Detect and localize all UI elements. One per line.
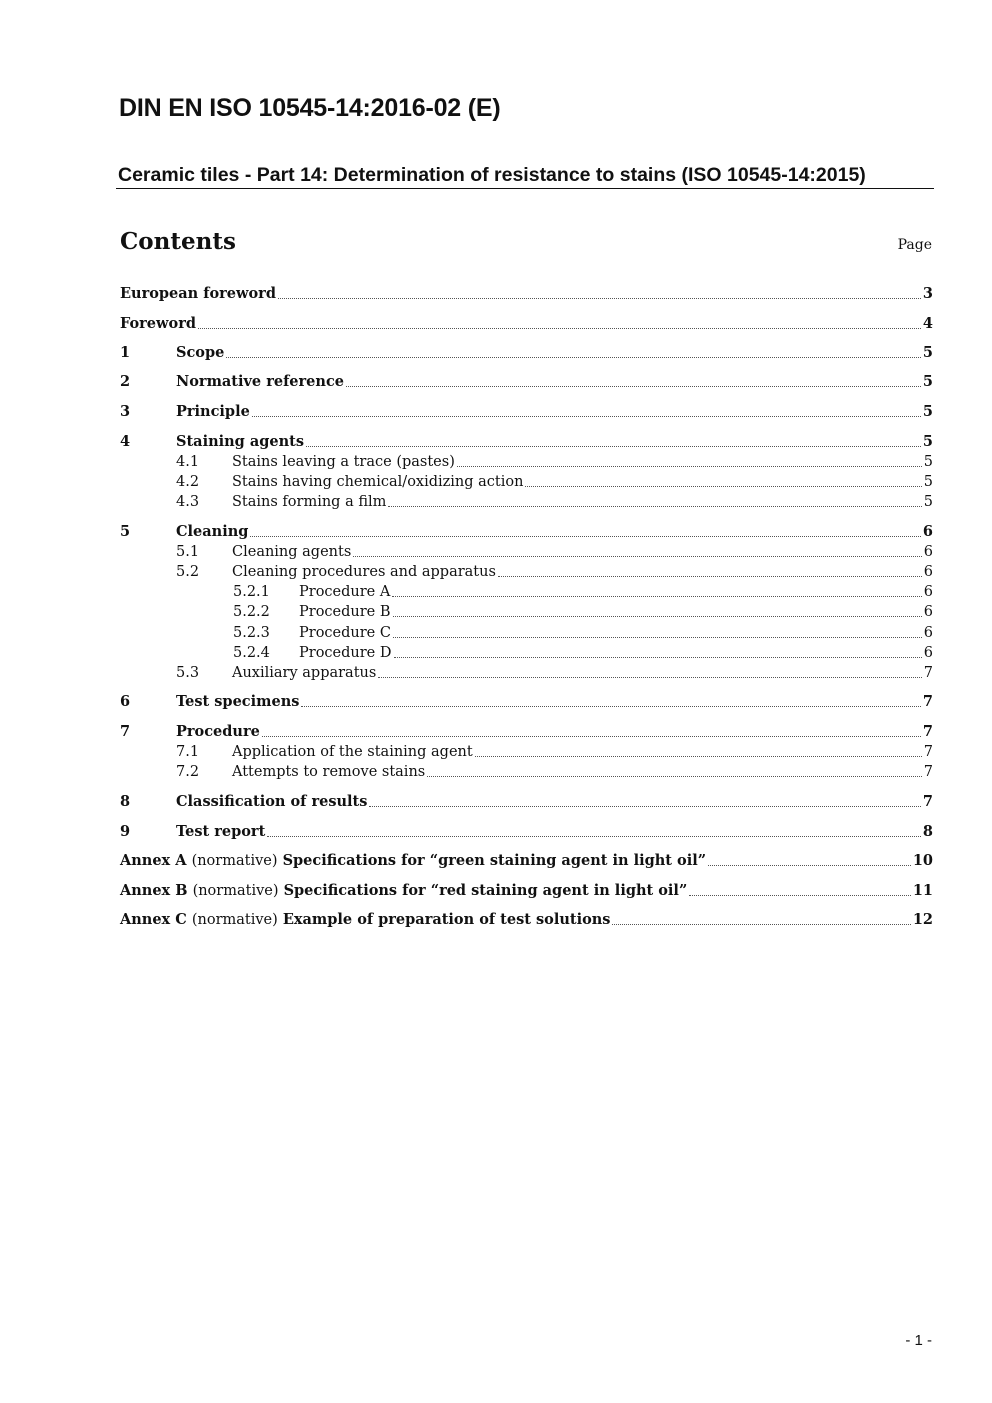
toc-entry[interactable] (120, 663, 933, 683)
toc-entry-title: Procedure (176, 723, 260, 740)
toc-entry-page: 7 (923, 744, 933, 760)
page-number: - 1 - (905, 1332, 932, 1349)
toc-entry-number: 1 (120, 344, 131, 361)
toc-entry-title: Staining agents (176, 433, 305, 450)
toc-entry-number: 5.2 (176, 564, 200, 580)
toc-annex-type: (normative) (191, 853, 278, 869)
toc-entry-number: 7.1 (176, 744, 200, 760)
toc-entry-page: 5 (922, 373, 933, 390)
toc-entry-page: 3 (922, 285, 933, 302)
toc-entry[interactable] (120, 910, 933, 930)
toc-entry-number: 5.1 (176, 544, 200, 560)
document-title: DIN EN ISO 10545-14:2016-02 (E) (119, 94, 501, 122)
toc-entry[interactable] (120, 722, 933, 742)
toc-leader-dots (393, 614, 922, 617)
contents-heading: Contents (120, 228, 236, 255)
toc-entry[interactable] (120, 492, 933, 512)
toc-leader-dots (306, 444, 921, 447)
toc-entry[interactable] (120, 881, 933, 901)
toc-entry-title: Procedure A (299, 584, 391, 600)
toc-leader-dots (250, 534, 921, 537)
toc-leader-dots (612, 922, 910, 925)
page-column-label: Page (897, 237, 932, 253)
toc-entry[interactable] (120, 822, 933, 842)
toc-entry-title: Procedure C (299, 625, 391, 641)
toc-entry-number: 4 (120, 433, 131, 450)
toc-leader-dots (198, 326, 921, 329)
document-subtitle: Ceramic tiles - Part 14: Determination of resistance to stains (ISO 10545-14:2015) (116, 164, 934, 189)
toc-entry[interactable] (120, 851, 933, 871)
toc-entry-page: 5 (923, 454, 933, 470)
toc-entry-number: 3 (120, 403, 131, 420)
toc-leader-dots (252, 414, 921, 417)
toc-entry[interactable] (120, 343, 933, 363)
toc-leader-dots (708, 863, 911, 866)
toc-leader-dots (392, 594, 921, 597)
toc-annex-label: Annex C (120, 911, 192, 928)
toc-entry-page: 5 (923, 474, 933, 490)
toc-entry-page: 10 (912, 852, 933, 869)
toc-entry-title: Procedure B (299, 604, 391, 620)
toc-entry-page: 6 (923, 564, 933, 580)
toc-entry-title: Test report (176, 823, 266, 840)
toc-entry-page: 7 (922, 693, 933, 710)
toc-entry-title: Normative reference (176, 373, 344, 390)
toc-entry-page: 6 (922, 523, 933, 540)
toc-entry-page: 6 (923, 584, 933, 600)
toc-annex-title: Example of preparation of test solutions (277, 911, 611, 928)
toc-entry-number: 5.3 (176, 665, 200, 681)
toc-leader-dots (457, 464, 922, 467)
toc-entry-page: 5 (923, 494, 933, 510)
toc-entry-title: Principle (176, 403, 250, 420)
toc-entry-title (120, 851, 706, 871)
toc-entry[interactable] (120, 643, 933, 663)
toc-leader-dots (498, 574, 922, 577)
toc-leader-dots (475, 754, 922, 757)
toc-leader-dots (301, 704, 921, 707)
toc-entry[interactable] (120, 372, 933, 392)
toc-entry-number: 2 (120, 373, 131, 390)
toc-entry-title: Application of the staining agent (232, 744, 473, 760)
toc-entry-title: Cleaning agents (232, 544, 352, 560)
toc-entry-title: Attempts to remove stains (232, 764, 426, 780)
toc-entry-number: 7 (120, 723, 131, 740)
toc-leader-dots (278, 296, 921, 299)
toc-entry[interactable] (120, 402, 933, 422)
toc-entry-number: 4.2 (176, 474, 200, 490)
toc-entry-number: 5.2.1 (233, 584, 270, 600)
toc-entry-number: 5.2.2 (233, 604, 270, 620)
toc-entry-title: Cleaning procedures and apparatus (232, 564, 496, 580)
toc-leader-dots (689, 893, 911, 896)
toc-annex-label: Annex A (120, 852, 192, 869)
toc-entry-title (120, 910, 610, 930)
toc-leader-dots (369, 804, 920, 807)
toc-leader-dots (353, 554, 921, 557)
toc-entry-title: Scope (176, 344, 225, 361)
toc-entry-number: 8 (120, 793, 131, 810)
toc-entry-title: Cleaning (176, 523, 249, 540)
toc-entry-title: Stains leaving a trace (pastes) (232, 454, 455, 470)
toc-entry-page: 6 (923, 544, 933, 560)
toc-entry[interactable] (120, 542, 933, 562)
toc-leader-dots (427, 774, 922, 777)
toc-leader-dots (267, 834, 921, 837)
toc-entry-title (120, 881, 687, 901)
toc-entry-page: 6 (923, 645, 933, 661)
toc-annex-title: Specifications for “red staining agent in light oil” (278, 882, 688, 899)
toc-entry-number: 5.2.4 (233, 645, 270, 661)
toc-leader-dots (388, 504, 921, 507)
toc-entry[interactable] (120, 452, 933, 472)
toc-entry[interactable] (120, 692, 933, 712)
toc-entry-page: 5 (922, 433, 933, 450)
toc-entry-title: Stains having chemical/oxidizing action (232, 474, 524, 490)
toc-entry[interactable] (120, 582, 933, 602)
toc-entry-title: Auxiliary apparatus (232, 665, 377, 681)
toc-entry-page: 5 (922, 344, 933, 361)
toc-annex-type: (normative) (192, 883, 279, 899)
toc-entry-number: 7.2 (176, 764, 200, 780)
toc-entry-number: 9 (120, 823, 131, 840)
toc-entry[interactable] (120, 522, 933, 542)
toc-entry[interactable] (120, 432, 933, 452)
toc-entry[interactable] (120, 762, 933, 782)
toc-entry-number: 5.2.3 (233, 625, 270, 641)
toc-entry-page: 6 (923, 604, 933, 620)
toc-entry[interactable] (120, 284, 933, 304)
toc-entry[interactable] (120, 623, 933, 643)
toc-entry[interactable] (120, 602, 933, 622)
toc-leader-dots (393, 635, 922, 638)
toc-annex-label: Annex B (120, 882, 193, 899)
toc-entry-page: 11 (912, 882, 933, 899)
toc-entry[interactable] (120, 742, 933, 762)
toc-leader-dots (346, 384, 921, 387)
toc-entry-title: Foreword (120, 315, 196, 332)
toc-leader-dots (525, 484, 921, 487)
toc-entry-title: Classification of results (176, 793, 368, 810)
toc-leader-dots (226, 355, 921, 358)
toc-leader-dots (378, 675, 921, 678)
toc-leader-dots (394, 655, 922, 658)
toc-entry-page: 7 (923, 764, 933, 780)
toc-entry-title: Stains forming a film (232, 494, 387, 510)
toc-entry-title: Procedure D (299, 645, 392, 661)
toc-annex-title: Specifications for “green staining agent in light oil” (277, 852, 707, 869)
toc-leader-dots (262, 734, 921, 737)
toc-entry[interactable] (120, 792, 933, 812)
toc-entry-page: 4 (922, 315, 933, 332)
toc-annex-type: (normative) (191, 912, 278, 928)
toc-entry-number: 6 (120, 693, 131, 710)
toc-entry[interactable] (120, 562, 933, 582)
toc-entry-title: Test specimens (176, 693, 300, 710)
toc-entry[interactable] (120, 472, 933, 492)
toc-entry[interactable] (120, 314, 933, 334)
toc-entry-page: 7 (922, 723, 933, 740)
toc-entry-page: 8 (922, 823, 933, 840)
toc-entry-title: European foreword (120, 285, 276, 302)
toc-entry-page: 5 (922, 403, 933, 420)
toc-entry-page: 12 (912, 911, 933, 928)
toc-entry-page: 7 (923, 665, 933, 681)
toc-entry-number: 4.3 (176, 494, 200, 510)
toc-entry-number: 5 (120, 523, 131, 540)
toc-entry-page: 6 (923, 625, 933, 641)
toc-entry-page: 7 (922, 793, 933, 810)
toc-entry-number: 4.1 (176, 454, 200, 470)
